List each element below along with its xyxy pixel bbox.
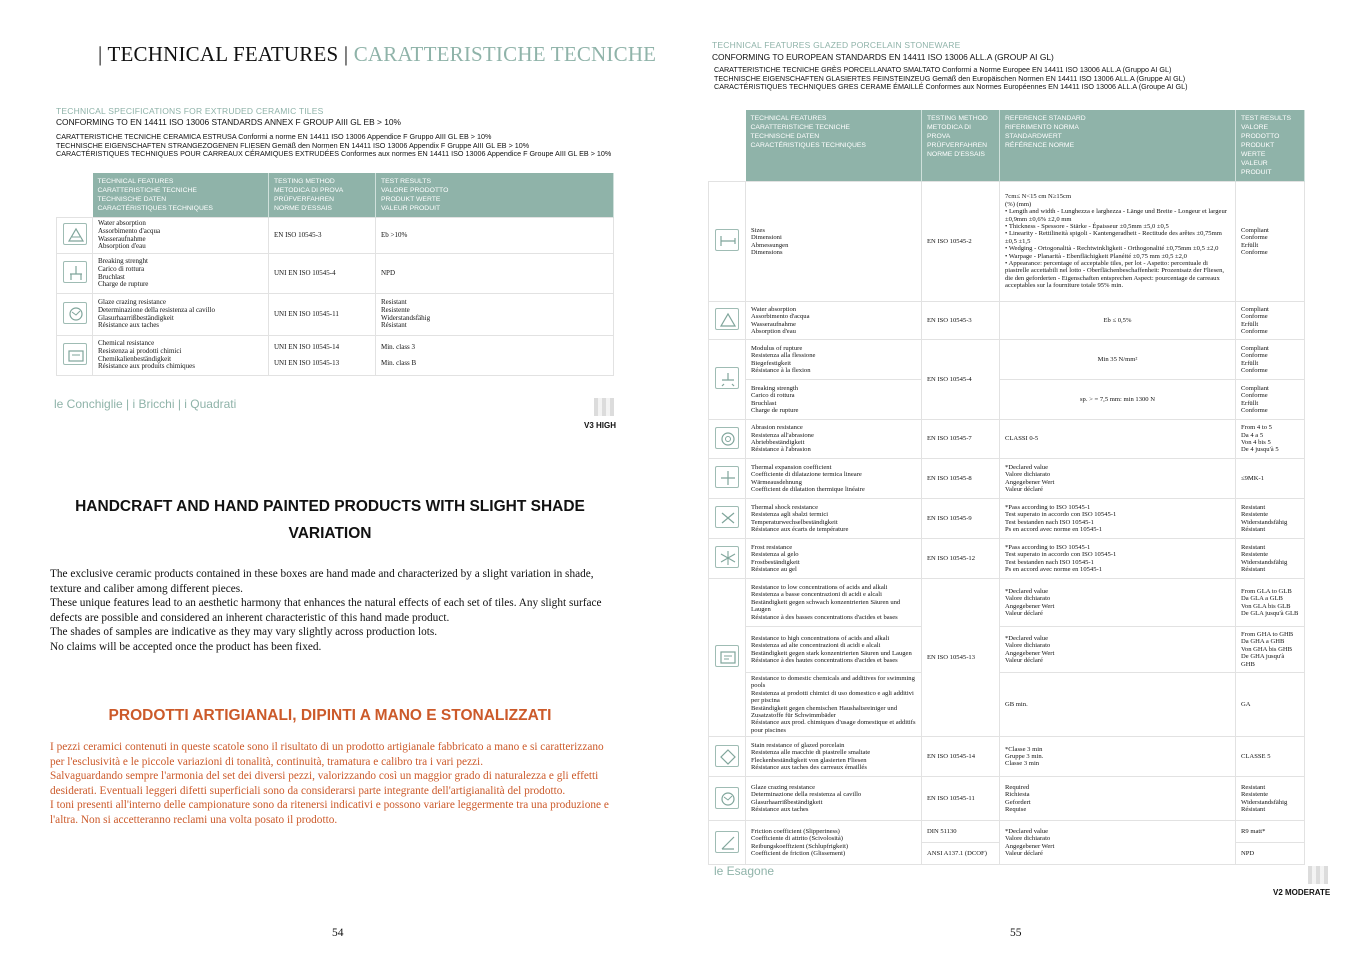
result-cell: Min. class 3 Min. class B bbox=[376, 336, 614, 376]
feature-cell: Modulus of rupture Resistenza alla flessione Biegefestigkeit Résistance à la flexion bbox=[746, 340, 922, 380]
spec-subtitle: TECHNICAL SPECIFICATIONS FOR EXTRUDED CERAMIC TILES bbox=[56, 106, 324, 116]
result-cell: Compliant Conforme Erfüllt Conforme bbox=[1236, 340, 1305, 380]
spec-subtitle: TECHNICAL FEATURES GLAZED PORCELAIN STONEWARE bbox=[712, 40, 961, 50]
result-cell: NPD bbox=[1236, 843, 1305, 865]
heading-handcraft-en: HANDCRAFT AND HAND PAINTED PRODUCTS WITH SLIGHT SHADE VARIATION bbox=[75, 498, 585, 542]
table-row bbox=[709, 737, 1305, 777]
extruded-spec-table bbox=[56, 173, 614, 376]
feature-cell: Water absorption Assorbimento d'acqua Wasseraufnahme Absorption d'eau bbox=[746, 302, 922, 340]
result-cell: Eb >10% bbox=[376, 218, 614, 254]
feature-cell: Sizes Dimensioni Abmessungen Dimensions bbox=[746, 182, 922, 302]
feature-cell: Resistance to high concentrations of acids and alkali Resistenza ad alte concentrazioni di acidi e alcali Beständigkeit gegen stark konzentrierten Säuren und Laugen Résistance à des hautes concentrations d'acides et bases bbox=[746, 627, 922, 673]
table-row bbox=[57, 218, 614, 254]
acid-icon bbox=[715, 645, 739, 667]
reference-cell: Required Richiesta Gefordert Requise bbox=[1000, 777, 1236, 821]
friction-icon bbox=[715, 831, 739, 853]
method-cell: EN ISO 10545-2 bbox=[922, 182, 1000, 302]
method-cell: EN ISO 10545-13 bbox=[922, 579, 1000, 737]
reference-cell: GB min. bbox=[1000, 673, 1236, 737]
col-header-method: TESTING METHOD METODICA DI PROVA PRÜFVERFAHREN NORME D'ESSAIS bbox=[922, 110, 1000, 182]
result-cell: From GHA to GHB Da GHA a GHB Von GHA bis GHB De GHA jusqu'à GHB bbox=[1236, 627, 1305, 673]
spec-main: CONFORMING TO EUROPEAN STANDARDS EN 14411 ISO 13006 ALL.A (GROUP AI GL) bbox=[712, 52, 1054, 62]
water-absorption-icon bbox=[715, 308, 739, 330]
series-name: le Esagone bbox=[714, 864, 775, 878]
right-page bbox=[678, 0, 1356, 959]
frost-icon bbox=[715, 546, 739, 568]
breaking-strength-icon bbox=[63, 261, 87, 283]
col-header-reference: REFERENCE STANDARD RIFERIMENTO NORMA STANDARDWERT RÉFÉRENCE NORME bbox=[1000, 110, 1236, 182]
crazing-icon bbox=[715, 787, 739, 809]
reference-cell: *Declared value Valore dichiarato Angegebener Wert Valeur déclaré bbox=[1000, 579, 1236, 627]
water-absorption-icon bbox=[63, 223, 87, 245]
table-row bbox=[709, 821, 1305, 843]
result-cell: Resistant Resistente Widerstandsfähig Résistant bbox=[376, 294, 614, 336]
feature-cell: Thermal shock resistance Resistenza agli sbalzi termici Temperaturwechselbeständigkeit Résistance aux écarts de température bbox=[746, 499, 922, 539]
method-cell: ANSI A137.1 (DCOF) bbox=[922, 843, 1000, 865]
reference-cell: *Pass according to ISO 10545-1 Test superato in accordo con ISO 10545-1 Test bestanden nach ISO 10545-1 Ps en accord avec norme en 10545-1 bbox=[1000, 499, 1236, 539]
result-cell: NPD bbox=[376, 254, 614, 294]
method-cell: EN ISO 10545-3 bbox=[269, 218, 376, 254]
spec-line: TECHNISCHE EIGENSCHAFTEN GLASIERTES FEINSTEINZEUG Gemäß den Europäischen Normen EN 14411 ISO 13006 ALL.A (Gruppe AI GL) bbox=[714, 73, 1186, 83]
reference-cell: *Pass according to ISO 10545-1 Test superato in accordo con ISO 10545-1 Test bestanden nach ISO 10545-1 Ps en accord avec norme en 10545-1 bbox=[1000, 539, 1236, 579]
paragraph-it: I pezzi ceramici contenuti in queste scatole sono il risultato di un prodotto artigianale fabbricato a mano e si caratterizzano per l'esclusività e le piccole variazioni di tonalità, continuità, tramatura e calibro tra i vari pezzi. Salvaguardando sempre l'armonia del set dei diversi pezzi, valorizzando così un maggior grado di naturalezza e gli effetti desiderati. Eventuali leggeri difetti superficiali sono da considerarsi parte integrante dell'artigianalità del prodotto. I toni presenti all'interno delle campionature sono da ritenersi indicativi e possono variare leggermente tra una produzione e l'altra. Non si accetteranno reclami una volta posato il prodotto. bbox=[50, 741, 609, 826]
result-cell: Compliant Conforme Erfüllt Conforme bbox=[1236, 380, 1305, 420]
modulus-icon bbox=[715, 367, 739, 389]
porcelain-spec-table bbox=[708, 110, 1305, 865]
crazing-icon bbox=[63, 302, 87, 324]
spec-lines bbox=[714, 66, 1188, 92]
table-row bbox=[709, 777, 1305, 821]
method-cell: EN ISO 10545-12 bbox=[922, 539, 1000, 579]
feature-cell: Glaze crazing resistance Determinazione della resistenza al cavillo Glasurhaarrißbeständigkeit Résistance aux taches bbox=[93, 294, 269, 336]
result-cell: Compliant Conforme Erfüllt Conforme bbox=[1236, 302, 1305, 340]
col-header-result: TEST RESULTS VALORE PRODOTTO PRODUKT WERTE VALEUR PRODUIT bbox=[1236, 110, 1305, 182]
spec-line: CARATTERISTICHE TECNICHE CERAMICA ESTRUSA Conformi a norme EN 14411 ISO 13006 Appendice F Gruppo AIII GL EB > 10% bbox=[56, 132, 492, 141]
spec-line: TECHNISCHE EIGENSCHAFTEN STRANGEZOGENEN FLIESEN Gemäß den Normen EN 14411 ISO 13006 Appendix F Gruppe AIII GL EB > 10% bbox=[56, 140, 530, 150]
grade-symbol-icon bbox=[1308, 866, 1328, 884]
thermal-expansion-icon bbox=[715, 466, 739, 488]
reference-cell: CLASSI 0-5 bbox=[1000, 420, 1236, 459]
chemical-icon bbox=[63, 343, 87, 365]
reference-cell: sp. > = 7,5 mm: min 1300 N bbox=[1000, 380, 1236, 420]
table-row bbox=[709, 499, 1305, 539]
result-cell: R9 matt* bbox=[1236, 821, 1305, 843]
feature-cell: Resistance to domestic chemicals and additives for swimming pools Resistenza ai prodotti chimici di uso domestico e agli additivi per piscina Beständigkeit gegen chemischen Haushaltsreiniger und Zusatzstoffe für Schwimmbäder Résistance aux prod. chimiques d'usage domestique et additifs pour piscines bbox=[746, 673, 922, 737]
title-separator: | bbox=[343, 42, 349, 66]
feature-cell: Thermal expansion coefficient Coefficiente di dilatazione termica lineare Wärmeausdehnung Coefficient de dilatation thermique linéaire bbox=[746, 459, 922, 499]
title-main: TECHNICAL FEATURES bbox=[107, 42, 339, 66]
method-cell: EN ISO 10545-4 bbox=[922, 340, 1000, 420]
table-row bbox=[709, 539, 1305, 579]
grade-symbol-icon bbox=[594, 398, 614, 416]
method-cell: EN ISO 10545-7 bbox=[922, 420, 1000, 459]
table-row bbox=[709, 459, 1305, 499]
method-cell: UNI EN ISO 10545-11 bbox=[269, 294, 376, 336]
feature-cell: Resistance to low concentrations of acids and alkali Resistenza a basse concentrazioni di acidi e alcali Beständigkeit gegen schwach konzentrierten Säuren und Laugen Résistance à des basses concentrations d'acides et bases bbox=[746, 579, 922, 627]
table-row bbox=[709, 302, 1305, 340]
abrasion-icon bbox=[715, 427, 739, 449]
shade-grade: V2 MODERATE bbox=[1273, 888, 1331, 897]
sizes-icon bbox=[715, 229, 739, 251]
table-row bbox=[57, 336, 614, 376]
reference-cell: Eb ≤ 0,5% bbox=[1000, 302, 1236, 340]
result-cell: Resistant Resistente Widerstandsfähig Résistant bbox=[1236, 539, 1305, 579]
method-cell: EN ISO 10545-11 bbox=[922, 777, 1000, 821]
thermal-shock-icon bbox=[715, 506, 739, 528]
table-row bbox=[709, 182, 1305, 302]
method-cell: UNI EN ISO 10545-14 UNI EN ISO 10545-13 bbox=[269, 336, 376, 376]
result-cell: Resistant Resistente Widerstandsfähig Résistant bbox=[1236, 499, 1305, 539]
col-header-method: TESTING METHOD METODICA DI PROVA PRÜFVERFAHREN NORME D'ESSAIS bbox=[269, 173, 376, 218]
feature-cell: Water absorption Assorbimento d'acqua Wasseraufnahme Absorption d'eau bbox=[93, 218, 269, 254]
col-header-result: TEST RESULTS VALORE PRODOTTO PRODUKT WERTE VALEUR PRODUIT bbox=[376, 173, 614, 218]
result-cell: GA bbox=[1236, 673, 1305, 737]
feature-cell: Breaking strenght Carico di rottura Bruchlast Charge de rupture bbox=[93, 254, 269, 294]
feature-cell: Friction coefficient (Slipperiness) Coefficiente di attrito (Scivolosità) Reibungskoeffizient (Schlupfrigkeit) Coefficient de friction (Glissement) bbox=[746, 821, 922, 865]
result-cell: CLASSE 5 bbox=[1236, 737, 1305, 777]
feature-cell: Stain resistance of glazed porcelain Resistenza alle macchie di piastrelle smaltate Fleckenbeständigkeit von glasierten Fliesen Résistance aux taches des carreaux émaillés bbox=[746, 737, 922, 777]
feature-cell: Breaking strength Carico di rottura Bruchlast Charge de rupture bbox=[746, 380, 922, 420]
table-row bbox=[709, 340, 1305, 380]
stain-icon bbox=[715, 745, 739, 767]
heading-handcraft-it: PRODOTTI ARTIGIANALI, DIPINTI A MANO E STONALIZZATI bbox=[108, 707, 552, 724]
shade-grade: V3 HIGH bbox=[584, 421, 617, 430]
paragraph-en: The exclusive ceramic products contained in these boxes are hand made and characterized by a slight variation in shade, texture and caliber among different pieces. These unique features lead to an aesthetic harmony that enhances the natural effects of each set of tiles. Any slight surface defects are possible and considered an inherent characteristic of this hand made product. The shades of samples are indicative as they may vary slightly across production lots. No claims will be accepted once the product has been fixed. bbox=[50, 568, 602, 653]
reference-cell: *Declared value Valore dichiarato Angegebener Wert Valeur déclaré bbox=[1000, 821, 1236, 865]
spec-lines bbox=[56, 133, 611, 159]
page-title: | TECHNICAL FEATURES | CARATTERISTICHE TECNICHE bbox=[98, 42, 657, 66]
feature-cell: Chemical resistance Resistenza ai prodotti chimici Chemikalienbeständigkeit Résistance aux produits chimiques bbox=[93, 336, 269, 376]
spec-line: CARATTERISTICHE TECNICHE GRÈS PORCELLANATO SMALTATO Conformi a Norme Europee EN 14411 ISO 13006 ALL.A (Gruppo AI GL) bbox=[714, 65, 1172, 74]
series-name: le Conchiglie | i Bricchi | i Quadrati bbox=[54, 397, 237, 411]
result-cell: From GLA to GLB Da GLA a GLB Von GLA bis GLB De GLA jusqu'à GLB bbox=[1236, 579, 1305, 627]
table-row bbox=[709, 420, 1305, 459]
feature-cell: Glaze crazing resistance Determinazione della resistenza al cavillo Glasurhaarrißbeständigkeit Résistance aux taches bbox=[746, 777, 922, 821]
table-row bbox=[709, 627, 1305, 673]
spec-line: CARACTÉRISTIQUES TECHNIQUES GRES CERAME ÉMAILLÉ Conformes aux Normes Européennes EN 14411 ISO 13006 ALL.A (Groupe AI GL) bbox=[714, 82, 1188, 92]
method-cell: EN ISO 10545-9 bbox=[922, 499, 1000, 539]
feature-cell: Abrasion resistance Resistenza all'abrasione Abriebbeständigkeit Résistance à l'abrasion bbox=[746, 420, 922, 459]
method-cell: UNI EN ISO 10545-4 bbox=[269, 254, 376, 294]
result-cell: Compliant Conforme Erfüllt Conforme bbox=[1236, 182, 1305, 302]
table-row bbox=[709, 673, 1305, 737]
col-header-feature: TECHNICAL FEATURES CARATTERISTICHE TECNICHE TECHNISCHE DATEN CARACTÉRISTIQUES TECHNIQUES bbox=[746, 110, 922, 182]
method-cell: EN ISO 10545-3 bbox=[922, 302, 1000, 340]
spec-line: CARACTÉRISTIQUES TECHNIQUES POUR CARREAUX CÉRAMIQUES EXTRUDÉES Conformes aux normes EN 14411 ISO 13006 Appendice F Groupe AIII GL EB > 10% bbox=[56, 149, 612, 159]
feature-cell: Frost resistance Resistenza al gelo Frostbeständigkeit Résistance au gel bbox=[746, 539, 922, 579]
table-row bbox=[57, 254, 614, 294]
table-row bbox=[709, 380, 1305, 420]
result-cell: ≤9MK-1 bbox=[1236, 459, 1305, 499]
table-row bbox=[709, 579, 1305, 627]
reference-cell: *Declared value Valore dichiarato Angegebener Wert Valeur déclaré bbox=[1000, 627, 1236, 673]
reference-cell: Min 35 N/mm² bbox=[1000, 340, 1236, 380]
title-alt: CARATTERISTICHE TECNICHE bbox=[353, 42, 657, 66]
page-number: 55 bbox=[1010, 927, 1022, 939]
method-cell: EN ISO 10545-14 bbox=[922, 737, 1000, 777]
method-cell: DIN 51130 bbox=[922, 821, 1000, 843]
reference-cell: *Classe 3 min Gruppe 3 min. Classe 3 min bbox=[1000, 737, 1236, 777]
col-header-feature: TECHNICAL FEATURES CARATTERISTICHE TECNICHE TECHNISCHE DATEN CARACTÉRISTIQUES TECHNIQUES bbox=[93, 173, 269, 218]
result-cell: Resistant Resistente Widerstandsfähig Résistant bbox=[1236, 777, 1305, 821]
method-cell: EN ISO 10545-8 bbox=[922, 459, 1000, 499]
sizes-detail-cell: 7cm≤ N<15 cm N≥15cm (%) (mm) • Length and width - Lunghezza e larghezza - Länge und Breite - Longeur et largeur ±0,9mm ±0,6% ±2,0 mm • Thickness - Spessore - Stärke - Épaisseur ±0,5mm ±5,0 ±0,5 • Linearity - Rettilineità spigoli - Kantengeradheit - Rectitude des arêtes ±0,75mm ±0,5 ±1,5 • Wedging - Ortogonalità - Rechtwinkligkeit - Orthogonalité ±0,75mm ±0,5 ±2,0 • Warpage - Planarità - Ebenflächigkeit Planéité ±0,75 mm ±0,5 ±2,0 • Appearance: percentage of acceptable tiles, per lot - Aspetto: percentuale di piastrelle accettabili nel lotto - Oberflächenbeschaffenheit: Prozentsatz der Fliesen, die den geforderten - Eigenschaften entsprechen Aspect: pourcentage de carreaux acceptables sur la fourniture totale 95% min. bbox=[1000, 182, 1236, 302]
reference-cell: *Declared value Valore dichiarato Angegebener Wert Valeur déclaré bbox=[1000, 459, 1236, 499]
table-row bbox=[57, 294, 614, 336]
spec-main: CONFORMING TO EN 14411 ISO 13006 STANDARDS ANNEX F GROUP AIII GL EB > 10% bbox=[56, 117, 401, 127]
result-cell: From 4 to 5 Da 4 a 5 Von 4 bis 5 De 4 jusqu'à 5 bbox=[1236, 420, 1305, 459]
page-number: 54 bbox=[332, 927, 344, 939]
